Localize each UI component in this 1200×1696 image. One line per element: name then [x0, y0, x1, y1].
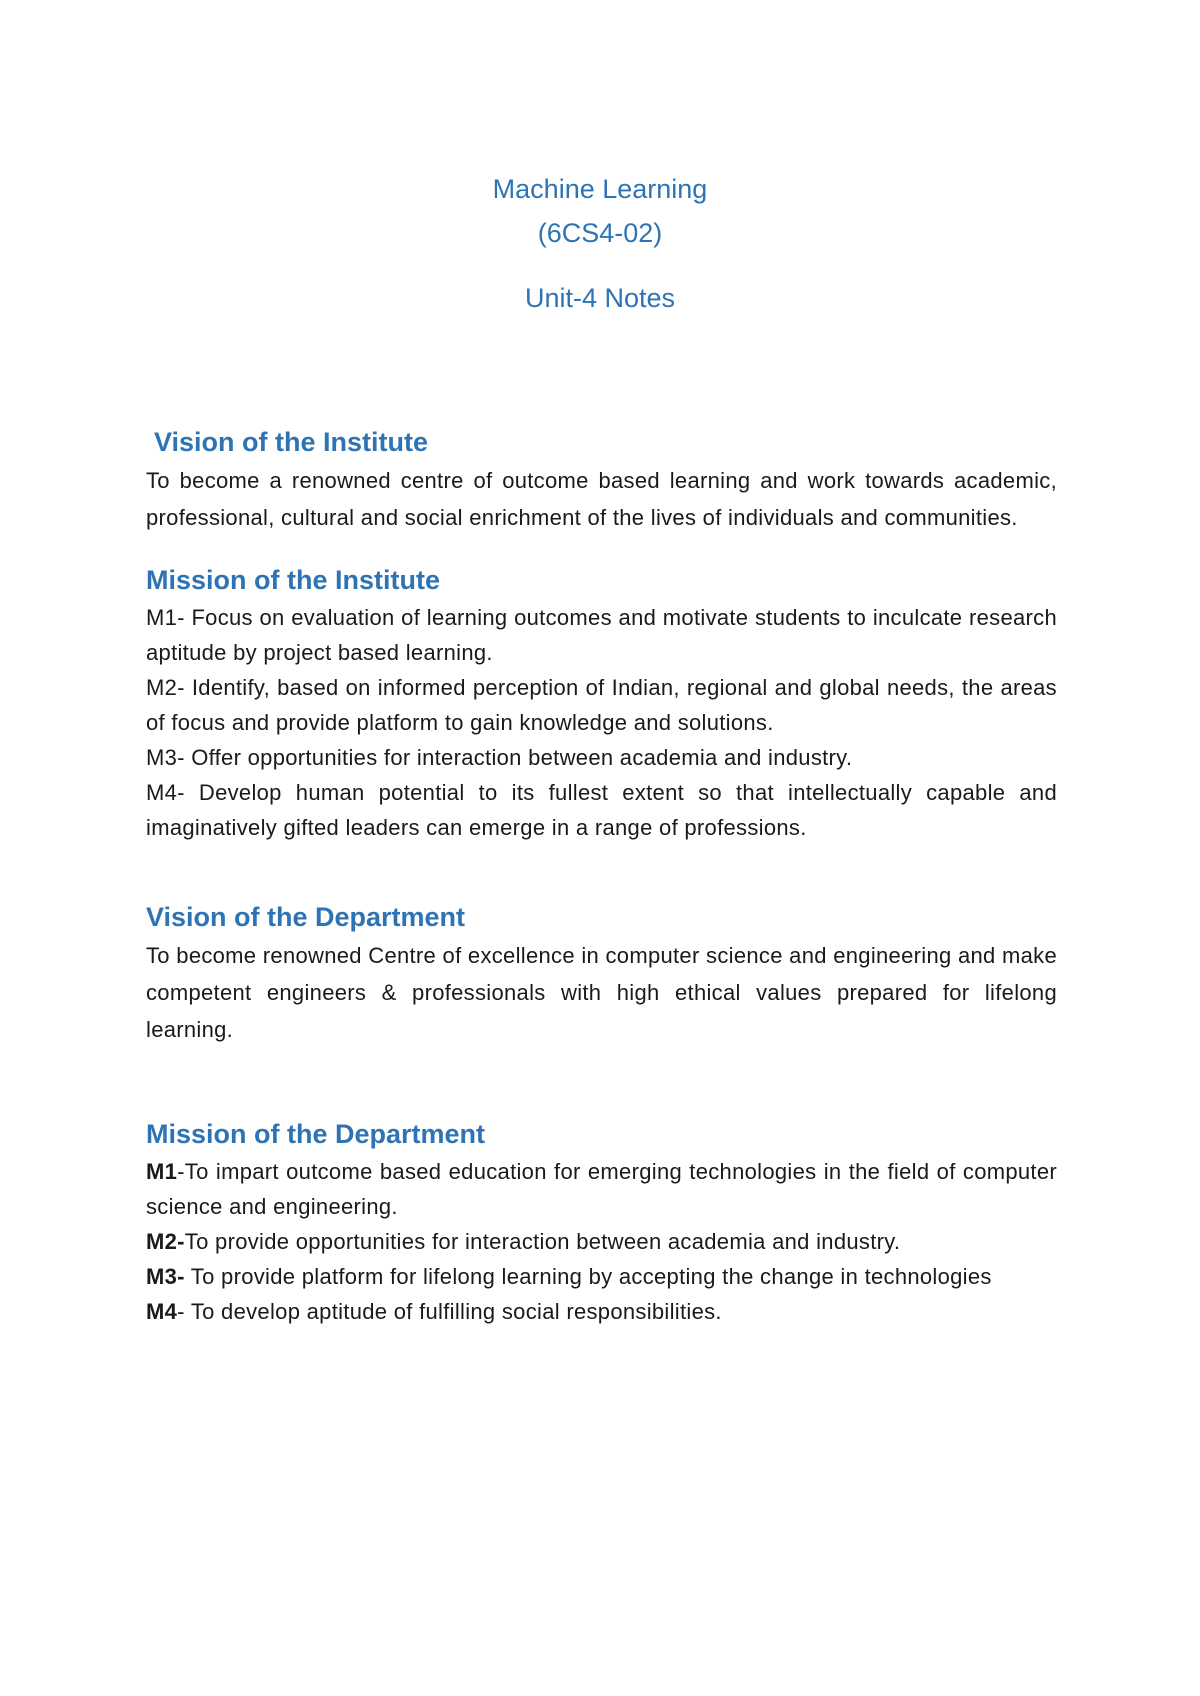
- mission-department-item: [146, 1294, 1057, 1329]
- mission-institute-item: [146, 775, 1057, 845]
- mission-text: -To impart outcome based education for emerging technologies in the field of computer science and engineering.: [146, 1159, 1057, 1219]
- mission-code: M4-: [146, 780, 185, 805]
- mission-department-item: [146, 1154, 1057, 1224]
- mission-text: Develop human potential to its fullest extent so that intellectually capable and imaginatively gifted leaders can emerge in a range of professions.: [146, 780, 1057, 840]
- mission-code: M1: [146, 1159, 178, 1184]
- mission-institute-item: [146, 670, 1057, 740]
- mission-code: M3-: [146, 745, 185, 770]
- mission-text: Focus on evaluation of learning outcomes and motivate students to inculcate research aptitude by project based learning.: [146, 605, 1057, 665]
- mission-code: M4: [146, 1299, 178, 1324]
- course-code: (6CS4-02): [537, 218, 663, 248]
- mission-institute-item: [146, 600, 1057, 670]
- mission-text: - To develop aptitude of fulfilling social responsibilities.: [177, 1299, 722, 1324]
- unit-title: Unit-4 Notes: [524, 283, 676, 313]
- mission-institute-item: [146, 740, 1057, 775]
- vision-institute-heading: Vision of the Institute: [154, 427, 429, 457]
- mission-code: M3-: [146, 1264, 185, 1289]
- mission-department-heading: Mission of the Department: [146, 1119, 486, 1149]
- document-body: [146, 422, 1057, 1329]
- mission-code: M1-: [146, 605, 185, 630]
- mission-text: To provide platform for lifelong learning by accepting the change in technologies: [184, 1264, 992, 1289]
- vision-department-heading: Vision of the Department: [146, 902, 466, 932]
- vision-institute-text: To become a renowned centre of outcome based learning and work towards academic, professional, cultural and social enrichment of the lives of individuals and communities.: [146, 468, 1057, 530]
- mission-text: To provide opportunities for interaction between academia and industry.: [184, 1229, 901, 1254]
- mission-text: Identify, based on informed perception of Indian, regional and global needs, the areas of focus and provide platform to gain knowledge and solutions.: [146, 675, 1057, 735]
- mission-text: Offer opportunities for interaction between academia and industry.: [184, 745, 853, 770]
- mission-code: M2-: [146, 675, 185, 700]
- vision-department-text: To become renowned Centre of excellence in computer science and engineering and make competent engineers & professionals with high ethical values prepared for lifelong learning.: [146, 943, 1057, 1042]
- mission-department-item: [146, 1224, 1057, 1259]
- mission-institute-heading: Mission of the Institute: [146, 565, 440, 595]
- mission-code: M2-: [146, 1229, 185, 1254]
- mission-department-item: [146, 1259, 1057, 1294]
- course-title: Machine Learning: [492, 174, 708, 204]
